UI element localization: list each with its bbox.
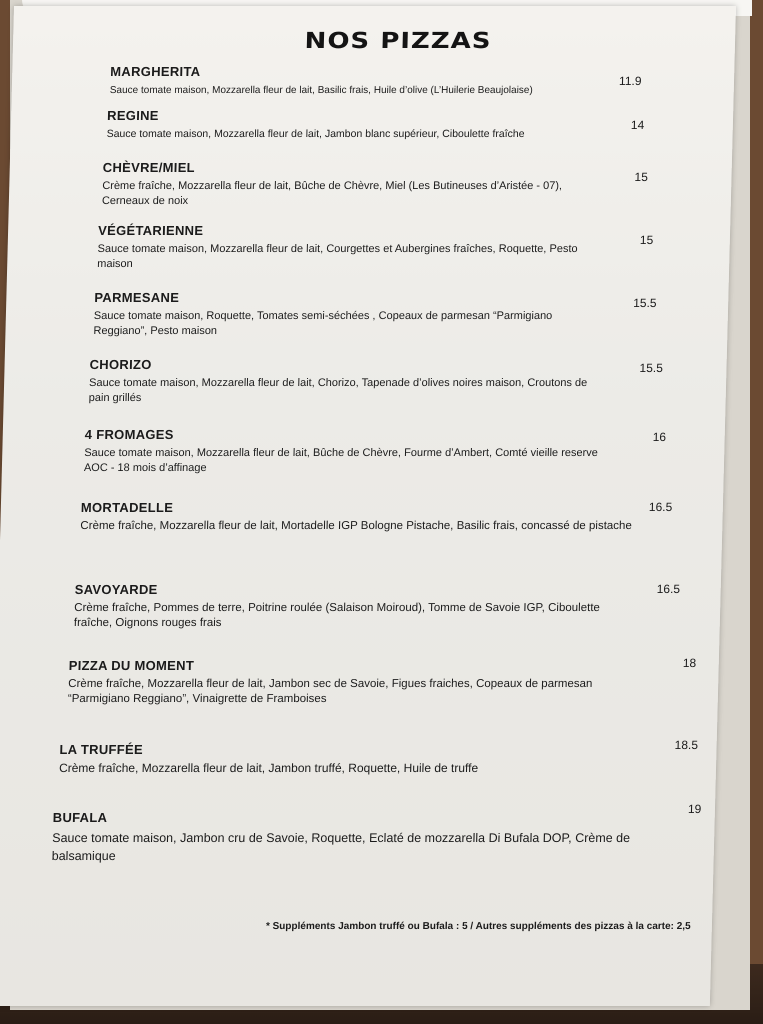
pizza-price: 19 xyxy=(687,802,702,816)
pizza-name: PIZZA DU MOMENT xyxy=(68,658,195,673)
pizza-description: Crème fraîche, Mozzarella fleur de lait, Jambon truffé, Roquette, Huile de truffe xyxy=(58,761,479,775)
pizza-du-moment xyxy=(68,658,639,707)
pizza-description: Crème fraîche, Mozzarella fleur de lait, Mortadelle IGP Bologne Pistache, Basilic frais, concassé de pistache xyxy=(80,520,632,532)
pizza-bufala xyxy=(52,810,643,865)
pizza-price: 15 xyxy=(634,170,649,184)
pizza-name: VÉGÉTARIENNE xyxy=(97,223,204,238)
pizza-parmesane xyxy=(93,290,594,339)
pizza-name: PARMESANE xyxy=(94,290,180,305)
pizza-description: Sauce tomate maison, Mozzarella fleur de lait, Chorizo, Tapenade d’olives noires maison, Croutons de pain grillés xyxy=(88,377,588,404)
pizza-description: Sauce tomate maison, Mozzarella fleur de lait, Basilic frais, Huile d’olive (L’Huilerie Beaujolaise) xyxy=(109,85,533,96)
supplements-footnote: * Suppléments Jambon truffé ou Bufala : 5 / Autres suppléments des pizzas à la carte: 2,5 xyxy=(265,921,691,932)
pizza-price: 14 xyxy=(630,118,645,132)
pizza-name: CHÈVRE/MIEL xyxy=(102,160,196,175)
pizza-description: Sauce tomate maison, Mozzarella fleur de lait, Bûche de Chèvre, Fourme d’Ambert, Comté vieille reserve AOC - 18 mois d’affinage xyxy=(83,447,599,474)
pizza-description: Crème fraîche, Pommes de terre, Poitrine roulée (Salaison Moiroud), Tomme de Savoie IGP, Ciboulette fraîche, Oignons rouges frais xyxy=(73,602,601,629)
pizza-price: 15 xyxy=(639,233,654,247)
pizza-name: MARGHERITA xyxy=(110,64,201,79)
pizza-price: 18 xyxy=(682,656,697,670)
pizza-chevre-miel xyxy=(102,160,603,209)
menu-page xyxy=(0,6,736,1006)
pizza-savoyarde xyxy=(74,582,635,631)
pizza-description: Sauce tomate maison, Jambon cru de Savoie, Roquette, Eclaté de mozzarella Di Bufala DOP, Crème de balsamique xyxy=(51,831,631,863)
pizza-4-fromages xyxy=(84,427,610,476)
pizza-description: Sauce tomate maison, Roquette, Tomates semi-séchées , Copeaux de parmesan “Parmigiano Reggiano”, Pesto maison xyxy=(93,310,553,337)
pizza-chorizo xyxy=(89,357,600,406)
pizza-name: REGINE xyxy=(106,108,159,123)
pizza-name: MORTADELLE xyxy=(80,500,174,515)
pizza-price: 18.5 xyxy=(674,738,699,752)
pizza-name: 4 FROMAGES xyxy=(84,427,174,442)
pizza-price: 16.5 xyxy=(656,582,681,596)
pizza-name: CHORIZO xyxy=(89,357,152,372)
pizza-mortadelle xyxy=(80,500,636,534)
pizza-price: 16 xyxy=(652,430,667,444)
pizza-price: 15.5 xyxy=(633,296,657,310)
pizza-description: Crème fraîche, Mozzarella fleur de lait, Bûche de Chèvre, Miel (Les Butineuses d’Aristée - 07), Cerneaux de noix xyxy=(101,180,563,207)
pizza-name: LA TRUFFÉE xyxy=(59,742,144,757)
pizza-price: 11.9 xyxy=(618,74,642,88)
pizza-price: 16.5 xyxy=(648,500,673,514)
pizza-name: SAVOYARDE xyxy=(74,582,158,597)
pizza-vegetarienne xyxy=(97,223,603,272)
pizza-la-truffee xyxy=(59,742,600,776)
pizza-name: BUFALA xyxy=(52,810,108,825)
pizza-description: Crème fraîche, Mozzarella fleur de lait, Jambon sec de Savoie, Figues fraiches, Copeaux de parmesan “Parmigiano Reggiano”, Vinaigrette de Framboises xyxy=(67,678,593,705)
menu-title: NOS PIZZAS xyxy=(304,28,492,54)
pizza-description: Sauce tomate maison, Mozzarella fleur de lait, Courgettes et Aubergines fraîches, Roquette, Pesto maison xyxy=(97,243,578,270)
pizza-price: 15.5 xyxy=(639,361,664,375)
pizza-margherita xyxy=(110,64,621,98)
pizza-regine xyxy=(106,108,617,142)
pizza-description: Sauce tomate maison, Mozzarella fleur de lait, Jambon blanc supérieur, Ciboulette fraîche xyxy=(106,128,525,140)
